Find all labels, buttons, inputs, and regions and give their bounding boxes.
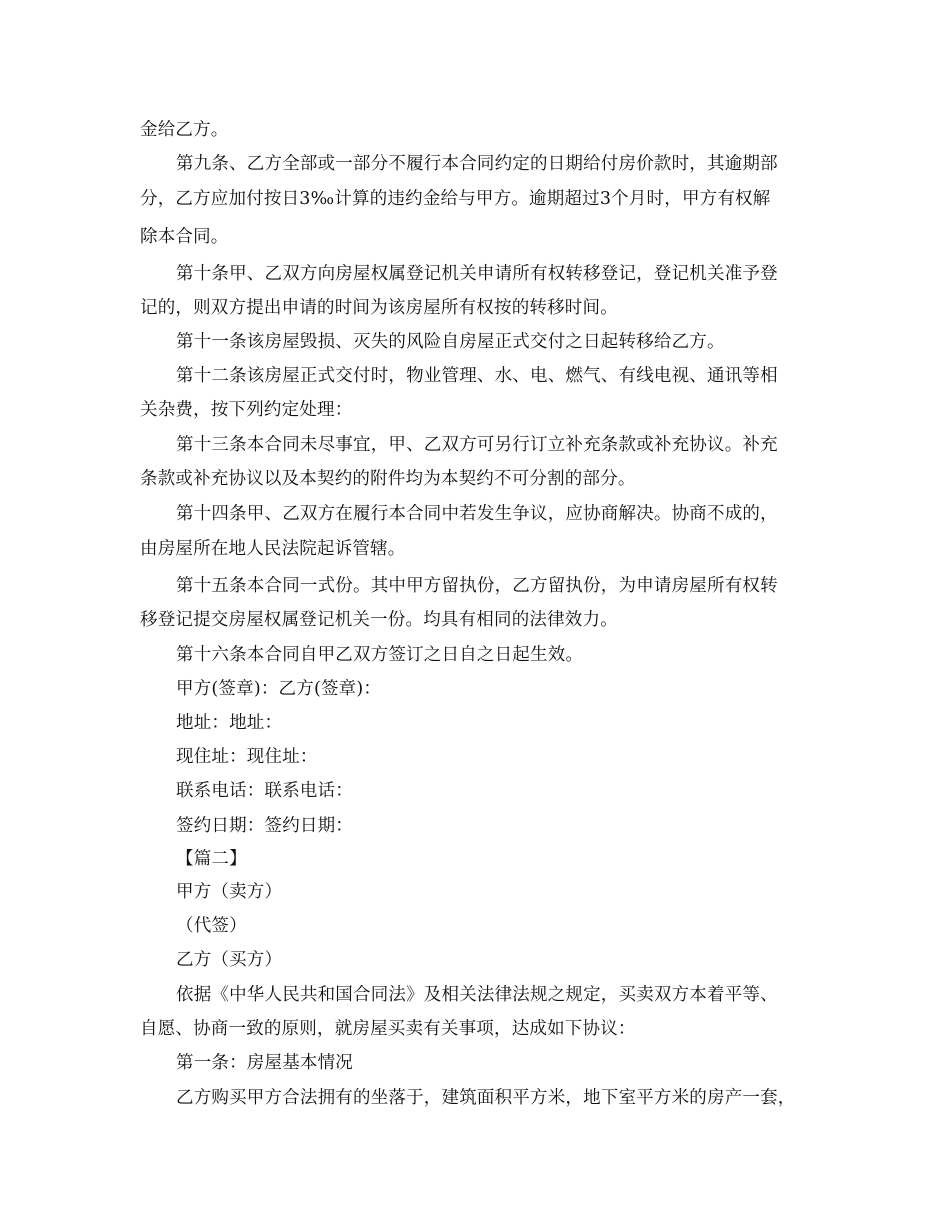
text-line: 除本合同。 bbox=[140, 227, 229, 247]
text-line: 第十六条本合同自甲乙双方签订之日自之日起生效。 bbox=[176, 645, 584, 665]
text-line: 第十四条甲、乙双方在履行本合同中若发生争议，应协商解决。协商不成的， bbox=[176, 504, 778, 524]
text-line: 地址：地址： bbox=[176, 713, 283, 733]
text-line: 第十一条该房屋毁损、灭失的风险自房屋正式交付之日起转移给乙方。 bbox=[176, 332, 725, 352]
text-line: 第十三条本合同未尽事宜，甲、乙双方可另行订立补充条款或补充协议。补充 bbox=[176, 435, 778, 455]
text-line: 乙方（买方） bbox=[176, 950, 283, 970]
text-line: 条款或补充协议以及本契约的附件均为本契约不可分割的部分。 bbox=[140, 469, 636, 489]
text-line: 记的，则双方提出申请的时间为该房屋所有权按的转移时间。 bbox=[140, 298, 618, 318]
text-line: 第十五条本合同一式份。其中甲方留执份，乙方留执份，为申请房屋所有权转 bbox=[176, 576, 778, 596]
section-heading: 【篇二】 bbox=[176, 849, 247, 869]
text-line: 关杂费，按下列约定处理： bbox=[140, 400, 353, 420]
text-line: 自愿、协商一致的原则，就房屋买卖有关事项，达成如下协议： bbox=[140, 1019, 636, 1039]
text-line: 乙方购买甲方合法拥有的坐落于，建筑面积平方米，地下室平方米的房产一套， bbox=[176, 1088, 796, 1108]
text-line: （代签） bbox=[176, 916, 247, 936]
text-line: 分，乙方应加付按日3‰计算的违约金给与甲方。逾期超过3个月时，甲方有权解 bbox=[140, 189, 771, 209]
text-line: 依据《中华人民共和国合同法》及相关法律法规之规定，买卖双方本着平等、 bbox=[176, 985, 778, 1005]
text-line: 第十条甲、乙双方向房屋权属登记机关申请所有权转移登记，登记机关准予登 bbox=[176, 264, 778, 284]
text-line: 金给乙方。 bbox=[140, 120, 229, 140]
text-line: 由房屋所在地人民法院起诉管辖。 bbox=[140, 539, 406, 559]
text-line: 第十二条该房屋正式交付时，物业管理、水、电、燃气、有线电视、通讯等相 bbox=[176, 366, 778, 386]
text-line: 移登记提交房屋权属登记机关一份。均具有相同的法律效力。 bbox=[140, 610, 618, 630]
text-line: 签约日期：签约日期： bbox=[176, 816, 353, 836]
text-line: 现住址：现住址： bbox=[176, 747, 318, 767]
text-line: 第九条、乙方全部或一部分不履行本合同约定的日期给付房价款时，其逾期部 bbox=[176, 154, 778, 174]
text-line: 甲方（卖方） bbox=[176, 882, 283, 902]
text-line: 甲方(签章)：乙方(签章)： bbox=[176, 679, 382, 699]
text-line: 联系电话：联系电话： bbox=[176, 781, 353, 801]
text-line: 第一条：房屋基本情况 bbox=[176, 1053, 353, 1073]
